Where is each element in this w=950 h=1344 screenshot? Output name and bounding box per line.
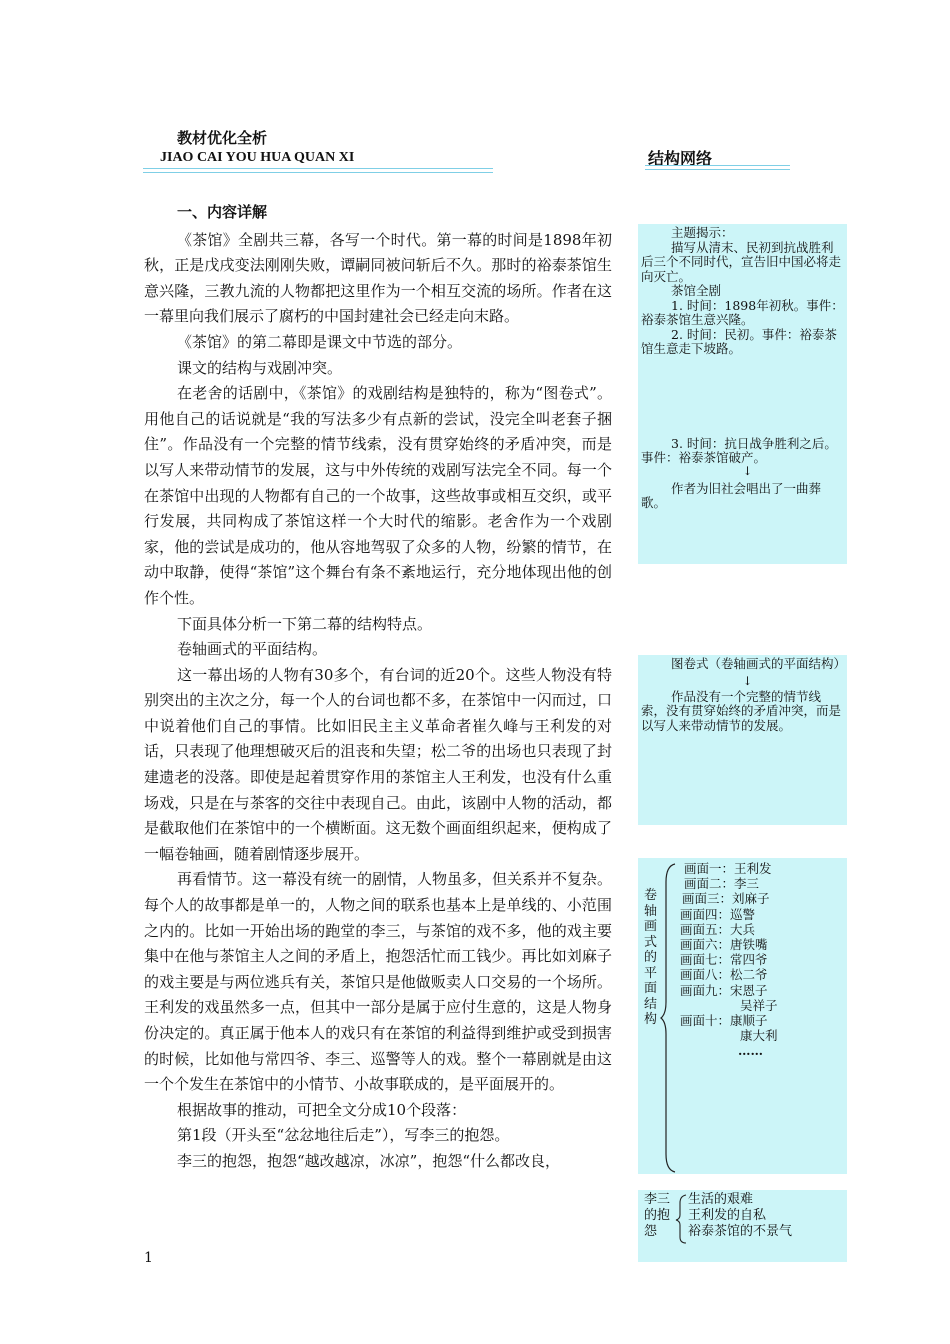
scene-item: 画面六：唐铁嘴 — [680, 937, 768, 953]
section-heading: 一、内容详解 — [177, 203, 268, 221]
scene-item: 画面九：宋恩子 — [680, 982, 768, 998]
paragraph: 课文的结构与戏剧冲突。 — [177, 358, 343, 377]
complaint-box — [638, 1190, 847, 1262]
scroll-structure-box — [638, 858, 847, 1174]
brace-icon — [674, 1193, 688, 1245]
down-arrow-icon: ↓ — [742, 463, 753, 478]
scene-item: 画面三：刘麻子 — [682, 891, 770, 907]
spacer — [641, 357, 844, 437]
scene-item: 画面二：李三 — [684, 876, 760, 892]
theme-box — [638, 224, 847, 564]
paragraph: 李三的抱怨，抱怨“越改越凉，冰凉”，抱怨“什么都改良， — [177, 1151, 561, 1170]
scene-item: 画面一：王利发 — [684, 861, 772, 876]
scene-item: 吴祥子 — [740, 997, 778, 1013]
brace-icon — [660, 862, 678, 1174]
paragraph: 《茶馆》全剧共三幕，各写一个时代。第一幕的时间是1898年初秋，正是戊戌变法刚刚失败，谭嗣同被问斩后不久。那时的裕泰茶馆生意兴隆，三教九流的人物都把这里作为一个相互交流的场所。作者在这一幕里向我们展示了腐朽的中国封建社会已经走向末路。 — [144, 230, 612, 326]
structure-box — [638, 655, 847, 825]
paragraph: 下面具体分析一下第二幕的结构特点。 — [177, 614, 433, 633]
side-divider — [645, 165, 790, 170]
header-title: 教材优化全析 — [177, 129, 268, 147]
act-one: 1. 时间：1898年初秋。事件：裕泰茶馆生意兴隆。 — [641, 297, 844, 327]
paragraph: 根据故事的推动，可把全文分成10个段落： — [177, 1100, 467, 1119]
down-arrow-icon: ↓ — [742, 673, 753, 688]
paragraph: 这一幕出场的人物有30多个，有台词的近20个。这些人物没有特别突出的主次之分，每一个人的台词也都不多，在茶馆中一闪而过，口中说着他们自己的事情。比如旧民主主义革命者崔久峰与王利发的对话，只表现了他理想破灭后的沮丧和失望；松二爷的出场也只表现了封建遗老的没落。即使是起着贯穿作用的茶馆主人王利发，也没有什么重场戏，只是在与茶客的交往中表现自己。由此，该剧中人物的活动，都是截取他们在茶馆中的一个横断面。这无数个画面组织起来，便构成了一幅卷轴画，随着剧情逐步展开。 — [144, 665, 612, 863]
complaint-item: 裕泰茶馆的不景气 — [688, 1224, 793, 1239]
theme-text: 描写从清末、民初到抗战胜利后三个不同时代，宣告旧中国必将走向灭亡。 — [641, 239, 842, 284]
scene-item: 康大利 — [740, 1028, 778, 1044]
act-two: 2. 时间：民初。事件：裕泰茶馆生意走下坡路。 — [641, 326, 837, 356]
paragraph: 《茶馆》的第二幕即是课文中节选的部分。 — [177, 332, 463, 351]
paragraph: 卷轴画式的平面结构。 — [177, 640, 328, 659]
scroll-structure-label: 卷轴画式的平面结构 — [644, 888, 658, 1027]
scene-item: 画面四：巡警 — [680, 906, 756, 922]
side-title: 结构网络 — [648, 149, 713, 168]
paragraph: 第1段（开头至“忿忿地往后走”），写李三的抱怨。 — [177, 1126, 510, 1145]
scene-item: 画面五：大兵 — [680, 921, 756, 937]
header-divider — [143, 168, 493, 173]
play-label: 茶馆全剧 — [671, 283, 722, 298]
scene-item: …… — [738, 1043, 763, 1059]
paragraph: 再看情节。这一幕没有统一的剧情，人物虽多，但关系并不复杂。每个人的故事都是单一的，人物之间的联系也基本上是单线的、小范围之内的。比如一开始出场的跑堂的李三，与茶馆的戏不多，他的戏主要集中在他与茶馆主人之间的矛盾上，抱怨活忙而工钱少。再比如刘麻子的戏主要是与两位逃兵有关，茶馆只是他做贩卖人口交易的一个场所。王利发的戏虽然多一点，但其中一部分是属于应付生意的，这是人物身份决定的。真正属于他本人的戏只有在茶馆的利益得到维护或受到损害的时候，比如他与常四爷、李三、巡警等人的戏。整个一幕剧就是由这一个个发生在茶馆中的小情节、小故事联成的，是平面展开的。 — [144, 870, 613, 1094]
complaint-item: 生活的艰难 — [688, 1192, 754, 1207]
complaint-label: 李三的抱怨 — [644, 1192, 671, 1239]
scene-item: 画面八：松二爷 — [680, 967, 768, 983]
page-number: 1 — [144, 1250, 153, 1266]
structure-desc: 作品没有一个完整的情节线索，没有贯穿始终的矛盾冲突，而是以写人来带动情节的发展。 — [641, 688, 842, 733]
paragraph: 在老舍的话剧中，《茶馆》的戏剧结构是独特的，称为“图卷式”。用他自己的话说就是“我的写法多少有点新的尝试，没完全叫老套子捆住”。作品没有一个完整的情节线索，没有贯穿始终的矛盾冲突，而是以写人来带动情节的发展，这与中外传统的戏剧写法完全不同。每一个在茶馆中出现的人物都有自己的一个故事，这些故事或相互交织，或平行发展，共同构成了茶馆这样一个大时代的缩影。老舍作为一个戏剧家，他的尝试是成功的，他从容地驾驭了众多的人物，纷繁的情节，在动中取静，使得“茶馆”这个舞台有条不紊地运行，充分地体现出他的创作个性。 — [144, 384, 612, 607]
scene-list — [678, 861, 778, 1059]
scene-item: 画面七：常四爷 — [680, 952, 768, 968]
scene-item: 画面十：康顺子 — [680, 1013, 768, 1029]
complaint-item: 王利发的自私 — [688, 1208, 767, 1223]
structure-type: 图卷式（卷轴画式的平面结构） — [671, 656, 847, 671]
conclusion: 作者为旧社会唱出了一曲葬歌。 — [641, 480, 822, 510]
theme-label: 主题揭示： — [671, 225, 734, 240]
main-text — [144, 200, 612, 1175]
header-subtitle: JIAO CAI YOU HUA QUAN XI — [160, 150, 355, 165]
complaint-list — [688, 1192, 792, 1240]
act-three: 3. 时间：抗日战争胜利之后。事件：裕泰茶馆破产。 — [641, 435, 837, 465]
